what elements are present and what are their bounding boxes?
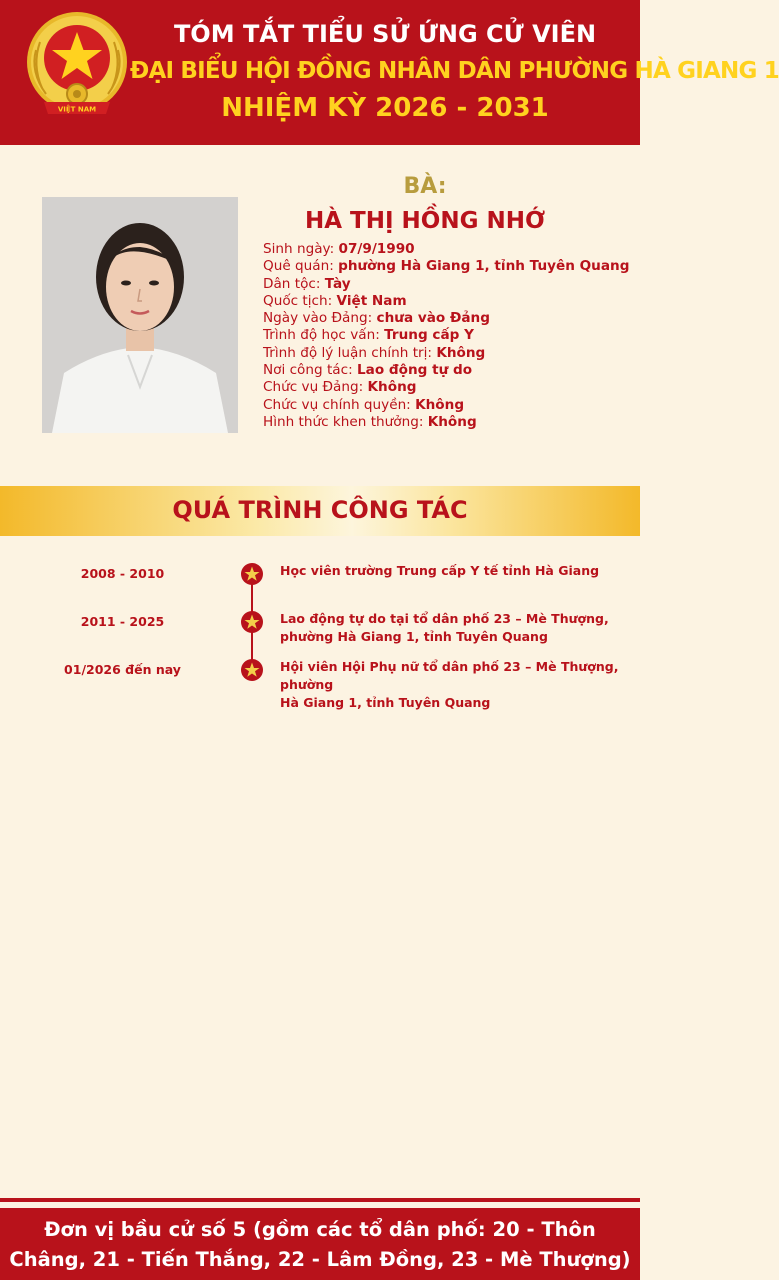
footer-banner [0,1208,640,1280]
info-birthdate [263,241,633,258]
section-title-work-history: QUÁ TRÌNH CÔNG TÁC [172,496,468,524]
info-label: Ngày vào Đảng: [263,310,377,327]
info-label: Chức vụ chính quyền: [263,396,416,413]
timeline-description [280,658,636,712]
footer-divider [0,1198,640,1202]
svg-text:VIỆT NAM: VIỆT NAM [57,105,97,114]
info-awards [263,414,633,431]
info-value: Lao động tự do [356,362,473,379]
info-label: Quê quán: [263,258,339,275]
footer-constituency-line: Đơn vị bầu cử số 5 (gồm các tổ dân phố: 20 - Thôn [44,1218,596,1241]
info-party-join-date [263,310,633,327]
info-value: 07/9/1990 [338,241,415,257]
timeline-description [280,562,636,580]
star-marker-icon [240,562,264,586]
info-value: Không [367,379,417,396]
info-ethnicity [263,276,633,293]
header-title: TÓM TẮT TIỂU SỬ ỨNG CỬ VIÊN [173,20,597,48]
footer-constituency-line: Châng, 21 - Tiến Thắng, 22 - Lâm Đồng, 23 - Mè Thượng) [9,1248,631,1271]
info-label: Trình độ lý luận chính trị: [263,344,437,361]
info-value: phường Hà Giang 1, tỉnh Tuyên Quang [338,258,630,275]
candidate-name: HÀ THỊ HỒNG NHỚ [304,208,546,234]
timeline-description-line: phường Hà Giang 1, tỉnh Tuyên Quang [280,629,548,644]
candidate-photo [42,197,238,433]
header-term: NHIỆM KỲ 2026 - 2031 [221,93,549,123]
info-label: Sinh ngày: [263,241,339,257]
timeline-description-line: Lao động tự do tại tổ dân phố 23 – Mè Thượng, [280,611,609,626]
info-label: Hình thức khen thưởng: [263,413,428,430]
info-workplace [263,362,633,379]
info-value: Trung cấp Y [384,327,474,344]
candidate-salutation: BÀ: [403,174,447,199]
info-value: Việt Nam [336,292,407,309]
info-education [263,327,633,344]
info-label: Nơi công tác: [263,362,357,379]
info-party-position [263,379,633,396]
star-marker-icon [240,610,264,634]
timeline-period: 2011 - 2025 [80,614,165,629]
timeline-period: 01/2026 đến nay [64,662,181,677]
info-government-position [263,397,633,414]
timeline-description-line: Học viên trường Trung cấp Y tế tỉnh Hà Giang [280,563,600,578]
info-political-theory [263,345,633,362]
timeline-description-line: Hà Giang 1, tỉnh Tuyên Quang [280,695,491,710]
timeline-description [280,610,636,646]
timeline-description-line: Hội viên Hội Phụ nữ tổ dân phố 23 – Mè Thượng, phường [280,659,619,692]
info-value: chưa vào Đảng [376,310,490,327]
star-marker-icon [240,658,264,682]
info-value: Không [436,344,486,361]
info-label: Quốc tịch: [263,292,337,309]
info-label: Dân tộc: [263,275,325,292]
info-value: Tày [324,275,351,292]
candidate-info-list [263,241,633,431]
portrait-image [42,197,238,433]
info-label: Trình độ học vấn: [263,327,385,344]
national-emblem-icon [22,10,132,122]
info-label: Chức vụ Đảng: [263,379,368,396]
timeline-period: 2008 - 2010 [80,566,165,581]
info-value: Không [427,413,477,430]
info-value: Không [415,396,465,413]
info-hometown [263,258,633,275]
header-banner [0,0,779,145]
header-subtitle: ĐẠI BIỂU HỘI ĐỒNG NHÂN DÂN PHƯỜNG HÀ GIANG 1 [130,58,779,84]
info-nationality [263,293,633,310]
